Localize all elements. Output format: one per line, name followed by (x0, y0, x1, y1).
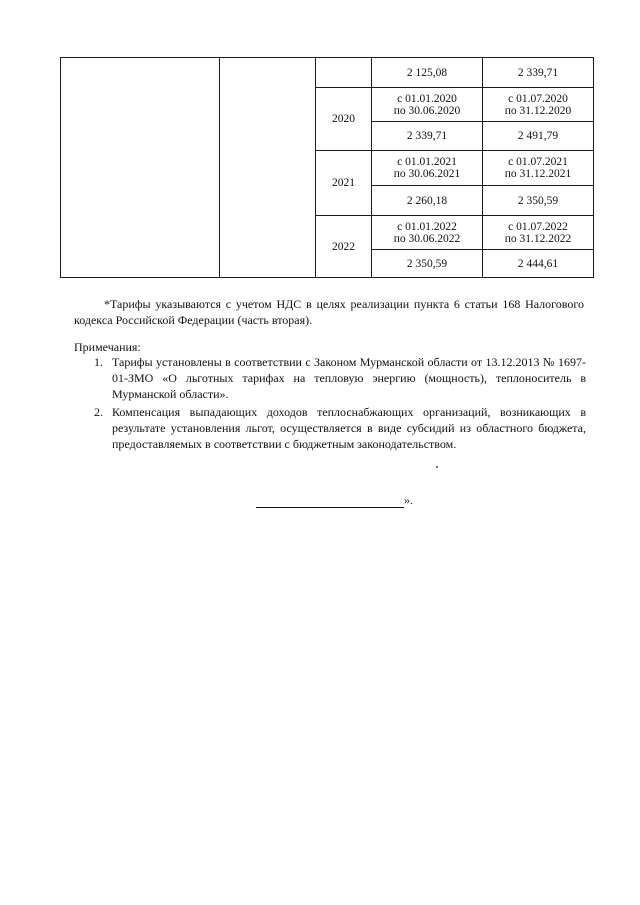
tariff-value: 2 260,18 (372, 186, 483, 216)
tariff-value: 2 339,71 (372, 122, 483, 151)
note-number: 1. (94, 355, 103, 369)
table-cell-empty (316, 58, 372, 88)
period-start: с 01.01.2022 (397, 220, 457, 233)
closing-quote: ». (404, 493, 413, 507)
period-end: по 31.12.2021 (504, 168, 572, 180)
scan-speck (436, 466, 438, 468)
period-start: с 01.07.2022 (508, 220, 568, 233)
period-cell (372, 88, 483, 122)
year-cell: 2021 (316, 151, 372, 216)
tariff-table (60, 57, 594, 278)
period-cell (483, 151, 594, 186)
note-text: Компенсация выпадающих доходов теплоснабжающих организаций, возникающих в результате установления льгот, осуществляется в виде субсидий из областного бюджета, предоставляемых в соответствии с бюджетным законодательством. (112, 405, 586, 451)
table-cell-empty (220, 58, 316, 278)
period-cell (372, 151, 483, 186)
tariff-value: 2 444,61 (483, 250, 594, 278)
tariff-value: 2 350,59 (372, 250, 483, 278)
period-start: с 01.01.2020 (397, 92, 457, 105)
period-cell (372, 216, 483, 250)
list-item (74, 404, 586, 452)
year-cell: 2022 (316, 216, 372, 278)
note-text: Тарифы установлены в соответствии с Законом Мурманской области от 13.12.2013 № 1697-01-ЗМО «О льготных тарифах на тепловую энергию (мощность), теплоноситель в Мурманской области». (112, 355, 586, 401)
note-number: 2. (94, 405, 103, 419)
table-cell-empty (61, 58, 220, 278)
period-end: по 31.12.2020 (504, 104, 572, 117)
tariff-footnote (74, 296, 584, 328)
period-start: с 01.07.2021 (508, 156, 568, 168)
period-cell (483, 88, 594, 122)
period-start: с 01.01.2021 (397, 156, 457, 168)
period-end: по 31.12.2022 (504, 232, 572, 245)
period-cell (483, 216, 594, 250)
list-item (74, 354, 586, 402)
year-cell: 2020 (316, 88, 372, 151)
tariff-value: 2 339,71 (483, 58, 594, 88)
period-end: по 30.06.2020 (393, 104, 461, 117)
footnote-text: *Тарифы указываются с учетом НДС в целях реализации пункта 6 статьи 168 Налогового кодекса Российской Федерации (часть вторая). (74, 297, 584, 327)
notes-list (74, 354, 586, 452)
tariff-value: 2 350,59 (483, 186, 594, 216)
signature-line (256, 495, 404, 508)
document-end-line (256, 492, 413, 508)
period-end: по 30.06.2022 (393, 232, 461, 245)
period-start: с 01.07.2020 (508, 92, 568, 105)
tariff-value: 2 491,79 (483, 122, 594, 151)
tariff-value: 2 125,08 (372, 58, 483, 88)
period-end: по 30.06.2021 (393, 168, 461, 180)
notes-title: Примечания: (74, 340, 141, 354)
